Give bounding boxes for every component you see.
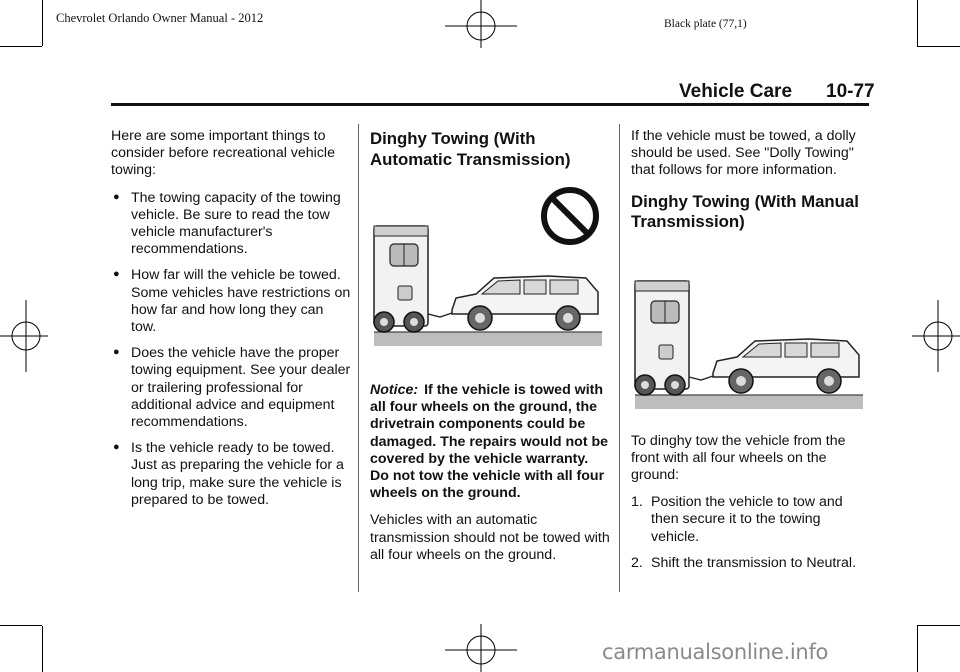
crop-mark xyxy=(0,46,42,47)
notice-label: Notice: xyxy=(370,382,419,398)
list-item: ● How far will the vehicle be towed. Some vehicles have restrictions on how far and how long they can tow. xyxy=(113,267,351,336)
list-item xyxy=(631,494,871,546)
section-heading: Dinghy Towing (With Manual Transmission) xyxy=(631,191,859,232)
step-text: Position the vehicle to tow and then secure it to the towing vehicle. xyxy=(651,494,843,545)
section-heading: Dinghy Towing (With Automatic Transmission) xyxy=(370,129,571,169)
bullet-icon: ● xyxy=(113,190,120,203)
section-title: Vehicle Care xyxy=(679,81,793,102)
manual-dinghy-tow-figure xyxy=(631,245,859,423)
list-item: ● Does the vehicle have the proper towing equipment. See your dealer or trailering professional for additional advice and equipment recommendations. xyxy=(113,345,351,431)
crop-mark xyxy=(0,625,42,626)
list-item: ● Is the vehicle ready to be towed. Just as preparing the vehicle for a long trip, make sure the vehicle is prepared to be towed. xyxy=(113,440,344,508)
bullet-icon: ● xyxy=(113,268,120,281)
body-paragraph: Vehicles with an automatic transmission should not be towed with all four wheels on the ground. xyxy=(370,512,610,563)
crop-mark xyxy=(917,625,960,626)
intro-paragraph: If the vehicle must be towed, a dolly should be used. See "Dolly Towing" that follows for more information. xyxy=(631,128,856,179)
crop-mark xyxy=(917,46,960,47)
crop-mark xyxy=(42,0,43,46)
intro-paragraph: Here are some important things to consider before recreational vehicle towing: xyxy=(111,128,335,179)
column-3 xyxy=(631,128,871,581)
column-divider xyxy=(619,124,620,592)
step-list xyxy=(631,494,871,572)
figure-svg xyxy=(631,245,863,423)
notice-paragraph xyxy=(370,382,610,502)
motorhome-icon xyxy=(635,281,689,395)
registration-mark-icon xyxy=(445,0,517,48)
column-divider xyxy=(358,124,359,592)
registration-mark-icon xyxy=(445,624,517,672)
header-rule xyxy=(111,103,869,106)
column-2 xyxy=(370,129,610,574)
suv-icon xyxy=(452,276,598,330)
column-1 xyxy=(111,128,351,518)
step-number: 2. xyxy=(631,554,643,571)
registration-mark-icon xyxy=(0,300,48,372)
body-paragraph: To dinghy tow the vehicle from the front with all four wheels on the ground: xyxy=(631,432,846,484)
consideration-list xyxy=(111,190,351,509)
crop-mark xyxy=(42,626,43,672)
prohibited-icon xyxy=(544,190,596,242)
suv-icon xyxy=(713,339,859,393)
registration-mark-icon xyxy=(912,300,960,372)
figure-svg xyxy=(370,182,602,370)
crop-mark xyxy=(917,626,918,672)
list-item xyxy=(631,555,871,572)
bullet-icon: ● xyxy=(113,346,120,359)
dinghy-tow-figure xyxy=(370,182,598,370)
crop-mark xyxy=(917,0,918,46)
list-item: ● The towing capacity of the towing vehicle. Be sure to read the tow vehicle manufacturer's recommendations. xyxy=(113,189,341,258)
watermark: carmanualsonline.info xyxy=(602,640,829,664)
motorhome-icon xyxy=(374,226,428,332)
bullet-icon: ● xyxy=(113,441,120,454)
slug-right: Black plate (77,1) xyxy=(664,18,747,30)
notice-text: If the vehicle is towed with all four wheels on the ground, the drivetrain components could be damaged. The repairs would not be covered by the vehicle warranty. Do not tow the vehicle with all four wheels on the ground. xyxy=(370,382,609,502)
step-number: 1. xyxy=(631,494,643,511)
step-text: Shift the transmission to Neutral. xyxy=(651,554,857,571)
slug-left: Chevrolet Orlando Owner Manual - 2012 xyxy=(56,11,264,25)
page-number: 10-77 xyxy=(826,81,875,102)
